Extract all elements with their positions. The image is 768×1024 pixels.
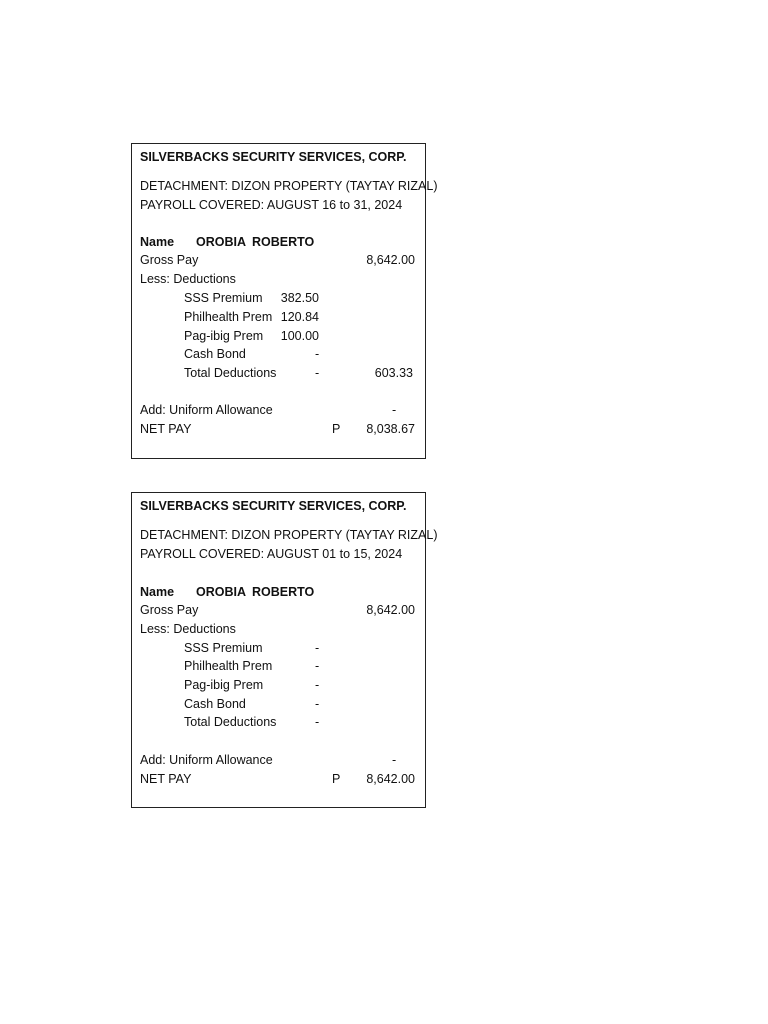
deduction-value: - [315,347,320,361]
detachment: DETACHMENT: DIZON PROPERTY (TAYTAY RIZAL) [140,528,438,542]
uniform-allowance-value: - [392,753,397,767]
deduction-value: - [315,641,320,655]
deduction-value: 120.84 [280,310,319,324]
payroll-covered: PAYROLL COVERED: AUGUST 16 to 31, 2024 [140,198,403,212]
deduction-label: Cash Bond [184,347,246,361]
gross-pay-label: Gross Pay [140,253,199,267]
employee-first-name: ROBERTO [252,585,315,599]
payroll-covered: PAYROLL COVERED: AUGUST 01 to 15, 2024 [140,547,403,561]
net-pay-value: 8,642.00 [366,772,415,786]
deduction-label: Total Deductions [184,715,277,729]
company-name: SILVERBACKS SECURITY SERVICES, CORP. [140,150,407,164]
less-deductions-label: Less: Deductions [140,272,236,286]
deduction-value: - [315,697,320,711]
gross-pay-value: 8,642.00 [366,253,415,267]
deduction-value: - [315,678,320,692]
company-name: SILVERBACKS SECURITY SERVICES, CORP. [140,499,407,513]
currency-symbol: P [332,422,341,436]
deduction-label: Cash Bond [184,697,246,711]
deduction-value: 100.00 [280,329,319,343]
deduction-label: Pag-ibig Prem [184,678,264,692]
employee-last-name: OROBIA [196,585,246,599]
deduction-label: Total Deductions [184,366,277,380]
net-pay-value: 8,038.67 [366,422,415,436]
payslip-august-16-31 [131,143,438,459]
deduction-label: SSS Premium [184,291,263,305]
gross-pay-label: Gross Pay [140,603,199,617]
uniform-allowance-label: Add: Uniform Allowance [140,753,273,767]
net-pay-label: NET PAY [140,422,192,436]
deduction-value: 382.50 [280,291,319,305]
name-label: Name [140,585,175,599]
payslip-august-01-15 [131,492,438,808]
employee-first-name: ROBERTO [252,235,315,249]
detachment: DETACHMENT: DIZON PROPERTY (TAYTAY RIZAL) [140,179,438,193]
deduction-label: Philhealth Prem [184,310,273,324]
net-pay-label: NET PAY [140,772,192,786]
deduction-value: - [315,659,320,673]
deduction-label: Philhealth Prem [184,659,273,673]
gross-pay-value: 8,642.00 [366,603,415,617]
currency-symbol: P [332,772,341,786]
deduction-value: - [315,366,320,380]
deduction-label: Pag-ibig Prem [184,329,264,343]
name-label: Name [140,235,175,249]
less-deductions-label: Less: Deductions [140,622,236,636]
uniform-allowance-value: - [392,403,397,417]
deduction-label: SSS Premium [184,641,263,655]
employee-last-name: OROBIA [196,235,246,249]
uniform-allowance-label: Add: Uniform Allowance [140,403,273,417]
deduction-value: - [315,715,320,729]
total-deductions-value: 603.33 [374,366,413,380]
